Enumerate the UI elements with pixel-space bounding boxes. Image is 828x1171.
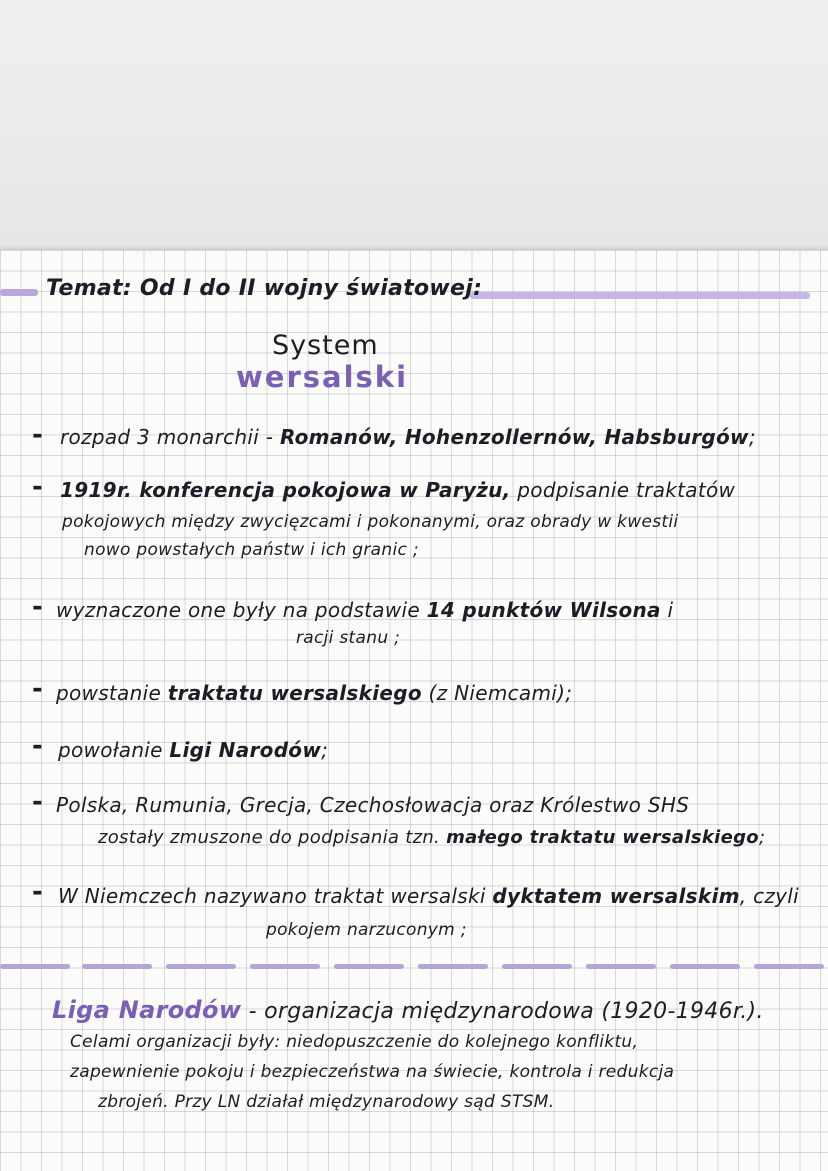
bullet-1-tail: ; bbox=[748, 425, 756, 449]
bullet-7 bbox=[58, 884, 799, 908]
bullet-3 bbox=[56, 598, 673, 622]
bullet-dash: - bbox=[32, 877, 43, 907]
bullet-2 bbox=[60, 478, 735, 502]
bullet-dash: - bbox=[32, 420, 43, 450]
bullet-2-line2: pokojowych między zwycięzcami i pokonanymi, oraz obrady w kwestii bbox=[62, 512, 679, 532]
bullet-dash: - bbox=[32, 472, 43, 502]
bullet-3-text: wyznaczone one były na podstawie bbox=[56, 598, 427, 622]
bullet-5-text: powołanie bbox=[58, 738, 170, 762]
heading-system: System bbox=[272, 330, 379, 361]
bullet-dash: - bbox=[32, 592, 43, 622]
bullet-6-line2-bold: małego traktatu wersalskiego bbox=[446, 827, 759, 848]
top-blank-sheet bbox=[0, 0, 828, 252]
bullet-1-text: rozpad 3 monarchii - bbox=[60, 425, 280, 449]
definition-term: Liga Narodów bbox=[52, 996, 242, 1024]
bullet-6-line2-text: zostały zmuszone do podpisania tzn. bbox=[98, 827, 447, 848]
bullet-3-tail: i bbox=[660, 598, 674, 622]
bullet-7-text: W Niemczech nazywano traktat wersalski bbox=[58, 884, 493, 908]
bullet-6-line2-tail: ; bbox=[758, 827, 766, 848]
topic-title: Temat: Od I do II wojny światowej: bbox=[46, 276, 483, 301]
bullet-3-line2: racji stanu ; bbox=[296, 628, 401, 648]
title-highlight-left bbox=[0, 289, 38, 296]
definition-line3: zapewnienie pokoju i bezpieczeństwa na świecie, kontrola i redukcja bbox=[70, 1062, 675, 1082]
bullet-dash: - bbox=[32, 787, 43, 817]
bullet-5-bold: Ligi Narodów bbox=[169, 738, 322, 762]
bullet-6-line2 bbox=[98, 827, 765, 848]
bullet-2-bold: 1919r. konferencja pokojowa w Paryżu, bbox=[60, 478, 511, 502]
definition-line4: zbrojeń. Przy LN działał międzynarodowy sąd STSM. bbox=[98, 1092, 555, 1112]
bullet-7-bold: dyktatem wersalskim bbox=[492, 884, 740, 908]
bullet-7-tail: , czyli bbox=[739, 884, 800, 908]
bullet-dash: - bbox=[32, 674, 43, 704]
section-separator bbox=[0, 964, 828, 974]
bullet-4-tail: (z Niemcami); bbox=[421, 681, 573, 705]
definition-line2: Celami organizacji były: niedopuszczenie do kolejnego konfliktu, bbox=[70, 1032, 639, 1052]
title-highlight-right bbox=[470, 292, 810, 299]
definition-line1-text: - organizacja międzynarodowa (1920-1946r.). bbox=[241, 999, 764, 1024]
bullet-3-bold: 14 punktów Wilsona bbox=[426, 598, 661, 622]
bullet-4 bbox=[56, 681, 572, 705]
bullet-1 bbox=[60, 425, 756, 449]
bullet-5 bbox=[58, 738, 328, 762]
bullet-dash: - bbox=[32, 731, 43, 761]
bullet-5-tail: ; bbox=[321, 738, 329, 762]
bullet-2-line3: nowo powstałych państw i ich granic ; bbox=[84, 540, 419, 560]
bullet-4-bold: traktatu wersalskiego bbox=[167, 681, 422, 705]
bullet-4-text: powstanie bbox=[56, 681, 168, 705]
bullet-1-bold: Romanów, Hohenzollernów, Habsburgów bbox=[279, 425, 749, 449]
bullet-2-text: podpisanie traktatów bbox=[510, 478, 736, 502]
bullet-6: Polska, Rumunia, Grecja, Czechosłowacja oraz Królestwo SHS bbox=[56, 793, 690, 817]
bullet-7-line2: pokojem narzuconym ; bbox=[266, 920, 467, 940]
definition-line1 bbox=[52, 996, 764, 1024]
heading-wersalski: wersalski bbox=[236, 360, 409, 394]
